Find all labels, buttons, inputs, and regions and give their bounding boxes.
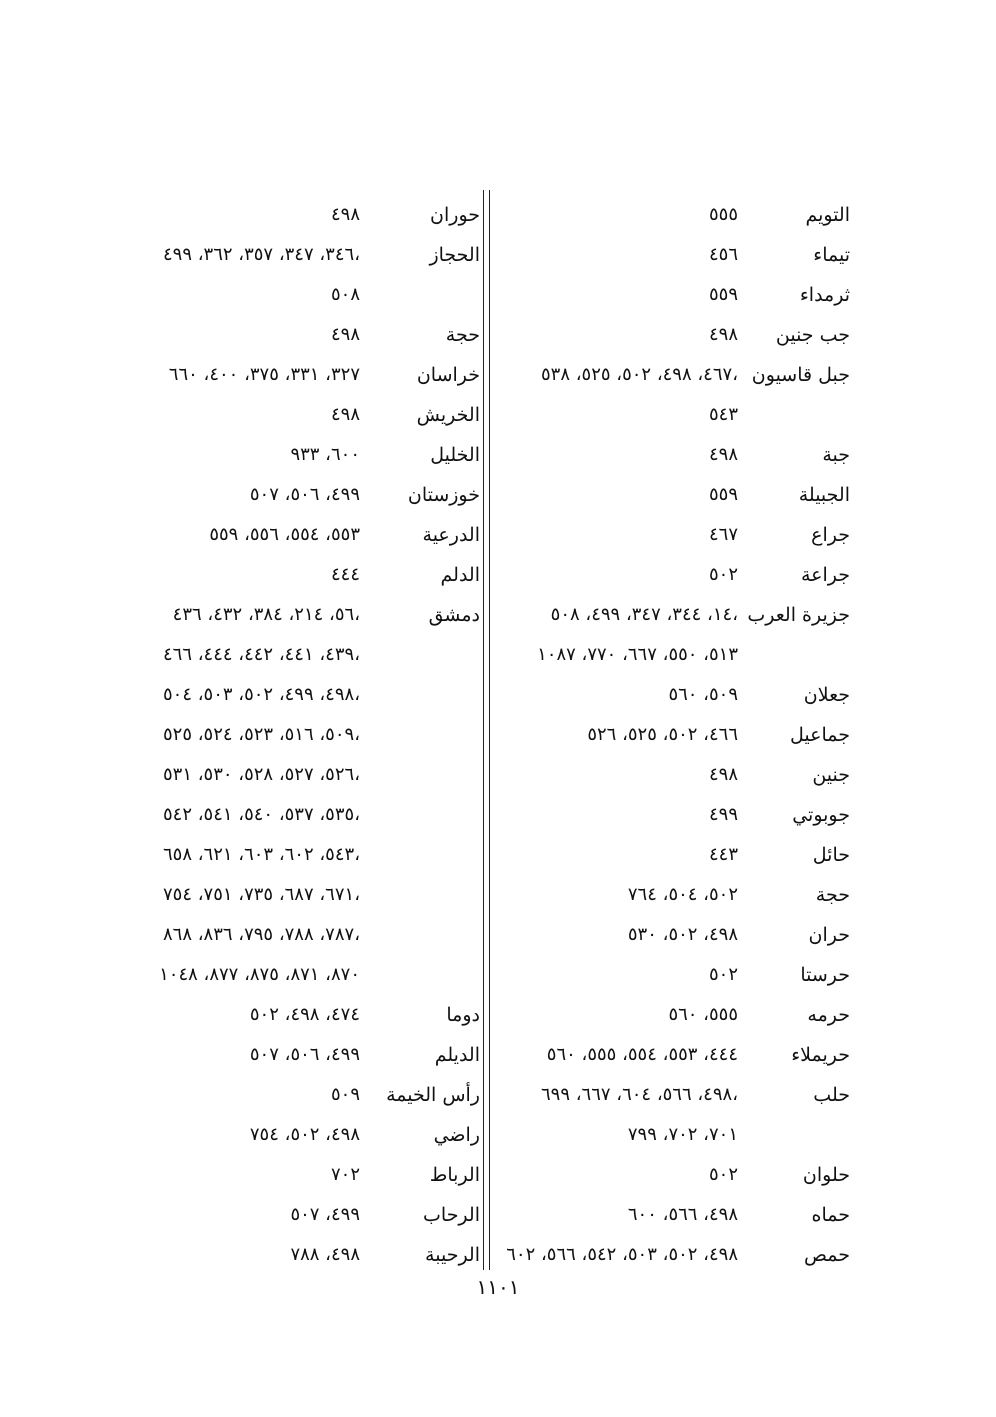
place-name: رأس الخيمة — [386, 1084, 480, 1106]
page-references: ٤٩٨، ٥٦٦، ٦٠٤، ٦٦٧، ٦٩٩، — [540, 1084, 738, 1105]
index-entry — [500, 718, 850, 758]
index-entry — [112, 798, 484, 838]
place-name: الرحاب — [423, 1204, 480, 1226]
page-references: ٤٩٩ — [708, 804, 738, 825]
index-entry — [112, 558, 484, 598]
index-entry — [500, 838, 850, 878]
page-references: ٥٠٨ — [330, 284, 360, 305]
place-name: الخريش — [416, 404, 480, 426]
index-entry — [500, 478, 850, 518]
place-name: راضي — [433, 1124, 480, 1146]
place-name: الحجاز — [429, 244, 480, 266]
page-references: ٤٥٦ — [708, 244, 738, 265]
index-column-left — [112, 198, 484, 1278]
place-name: جعلان — [803, 684, 850, 706]
index-entry — [500, 558, 850, 598]
index-entry — [112, 878, 484, 918]
place-name: الخليل — [430, 444, 480, 466]
page-number: ١١٠١ — [476, 1275, 520, 1299]
page-references: ٧٠١، ٧٠٢، ٧٩٩ — [627, 1124, 738, 1145]
index-entry — [112, 838, 484, 878]
place-name: حرستا — [800, 964, 850, 986]
place-name: حلب — [813, 1084, 850, 1106]
index-entry — [500, 798, 850, 838]
place-name: حمص — [803, 1244, 850, 1266]
place-name: ثرمداء — [799, 284, 850, 306]
page-references: ٤٩٨ — [330, 404, 360, 425]
place-name: جبة — [822, 444, 850, 466]
index-entry — [112, 638, 484, 678]
place-name: حلوان — [802, 1164, 850, 1186]
index-entry — [500, 1038, 850, 1078]
page-references: ٥٠٢ — [708, 964, 738, 985]
page-references: ٤٩٨، ٥٦٦، ٦٠٠ — [627, 1204, 738, 1225]
place-name: حرمه — [807, 1004, 850, 1026]
page-references: ٥٥٥، ٥٦٠ — [668, 1004, 738, 1025]
place-name: حريملاء — [791, 1044, 850, 1066]
index-entry — [500, 1078, 850, 1118]
place-name: الديلم — [434, 1044, 480, 1066]
place-name: خراسان — [416, 364, 480, 386]
place-name: الدرعية — [422, 524, 480, 546]
page-references: ٥٥٩ — [708, 484, 738, 505]
page-references: ٤٩٨ — [330, 324, 360, 345]
page-references: ٤٦٧ — [708, 524, 738, 545]
index-entry — [112, 518, 484, 558]
index-entry — [112, 358, 484, 398]
column-divider — [483, 190, 490, 1270]
index-entry — [112, 198, 484, 238]
page-references: ٥٠٢ — [708, 1164, 738, 1185]
page-references: ٤٩٨ — [708, 324, 738, 345]
place-name: حماه — [811, 1204, 850, 1226]
page-references: ١٤، ٣٤٤، ٣٤٧، ٤٩٩، ٥٠٨، — [550, 604, 738, 625]
page-references: ٧٠٢ — [330, 1164, 360, 1185]
index-entry — [500, 1118, 850, 1158]
page-references: ٤٧٤، ٤٩٨، ٥٠٢ — [249, 1004, 360, 1025]
index-entry — [112, 478, 484, 518]
index-entry — [112, 718, 484, 758]
page-references: ٤٩٨، ٥٠٢، ٧٥٤ — [249, 1124, 360, 1145]
index-entry — [500, 518, 850, 558]
page-references: ٤٤٤ — [330, 564, 360, 585]
index-entry — [500, 1198, 850, 1238]
page-references: ٣٤٦، ٣٤٧، ٣٥٧، ٣٦٢، ٤٩٩، — [162, 244, 360, 265]
place-name: جبل قاسيون — [751, 364, 850, 386]
index-entry — [112, 918, 484, 958]
index-entry — [500, 678, 850, 718]
index-entry — [112, 398, 484, 438]
index-entry — [500, 1158, 850, 1198]
page-references: ٥٥٥ — [708, 204, 738, 225]
place-name: التويم — [805, 204, 850, 226]
index-entry — [500, 278, 850, 318]
index-entry — [112, 438, 484, 478]
page-references: ٥٣٥، ٥٣٧، ٥٤٠، ٥٤١، ٥٤٢، — [162, 804, 360, 825]
page-references: ٥٥٩ — [708, 284, 738, 305]
page-references: ٤٤٤، ٥٥٣، ٥٥٤، ٥٥٥، ٥٦٠ — [546, 1044, 738, 1065]
page-references: ٤٦٦، ٥٠٢، ٥٢٥، ٥٢٦ — [587, 724, 738, 745]
page-references: ٣٢٧، ٣٣١، ٣٧٥، ٤٠٠، ٦٦٠ — [168, 364, 360, 385]
index-entry — [500, 918, 850, 958]
place-name: جنين — [812, 764, 850, 786]
page-references: ٤٣٩، ٤٤١، ٤٤٢، ٤٤٤، ٤٦٦، — [162, 644, 360, 665]
page-references: ٥٢٦، ٥٢٧، ٥٢٨، ٥٣٠، ٥٣١، — [162, 764, 360, 785]
page-references: ٧٨٧، ٧٨٨، ٧٩٥، ٨٣٦، ٨٦٨، — [162, 924, 360, 945]
page-references: ٥٤٣ — [708, 404, 738, 425]
page-references: ٥٦، ٢١٤، ٣٨٤، ٤٣٢، ٤٣٦، — [172, 604, 360, 625]
index-entry — [112, 1078, 484, 1118]
index-entry — [500, 1238, 850, 1278]
index-entry — [500, 878, 850, 918]
page-references: ٤٩٨، ٤٩٩، ٥٠٢، ٥٠٣، ٥٠٤، — [162, 684, 360, 705]
index-entry — [112, 318, 484, 358]
index-entry — [500, 958, 850, 998]
place-name: جزيرة العرب — [747, 604, 850, 626]
place-name: حجة — [815, 884, 850, 906]
page-references: ٨٧٠، ٨٧١، ٨٧٥، ٨٧٧، ١٠٤٨ — [159, 964, 360, 985]
index-entry — [112, 1198, 484, 1238]
page-references: ٤٩٨ — [708, 444, 738, 465]
index-entry — [500, 398, 850, 438]
index-entry — [112, 598, 484, 638]
index-entry — [112, 238, 484, 278]
index-entry — [112, 1238, 484, 1278]
page-references: ٤٩٨، ٥٠٢، ٥٣٠ — [627, 924, 738, 945]
index-entry — [112, 758, 484, 798]
page-references: ٤٩٩، ٥٠٧ — [290, 1204, 360, 1225]
index-entry — [112, 278, 484, 318]
page-references: ٤٦٧، ٤٩٨، ٥٠٢، ٥٢٥، ٥٣٨، — [540, 364, 738, 385]
index-entry — [112, 1118, 484, 1158]
page-references: ٥١٣، ٥٥٠، ٦٦٧، ٧٧٠، ١٠٨٧ — [537, 644, 738, 665]
index-entry — [500, 318, 850, 358]
place-name: جراعة — [800, 564, 850, 586]
place-name: حوران — [430, 204, 480, 226]
index-entry — [500, 998, 850, 1038]
index-entry — [500, 598, 850, 638]
index-entry — [500, 358, 850, 398]
page-references: ٦٧١، ٦٨٧، ٧٣٥، ٧٥١، ٧٥٤، — [162, 884, 360, 905]
place-name: الجبيلة — [798, 484, 850, 506]
page-references: ٤٩٩، ٥٠٦، ٥٠٧ — [249, 1044, 360, 1065]
page-references: ٤٩٨ — [330, 204, 360, 225]
place-name: جراع — [811, 524, 850, 546]
index-entry — [500, 638, 850, 678]
page-references: ٥٠٩، ٥١٦، ٥٢٣، ٥٢٤، ٥٢٥، — [162, 724, 360, 745]
page-references: ٤٩٨ — [708, 764, 738, 785]
page-references: ٥٠٩، ٥٦٠ — [668, 684, 738, 705]
place-name: حجة — [445, 324, 480, 346]
page-references: ٥٠٩ — [330, 1084, 360, 1105]
index-entry — [112, 998, 484, 1038]
page-references: ٥٠٢ — [708, 564, 738, 585]
index-entry — [500, 198, 850, 238]
place-name: الرباط — [429, 1164, 480, 1186]
index-entry — [112, 1158, 484, 1198]
index-entry — [500, 238, 850, 278]
page-references: ٦٠٠، ٩٣٣ — [290, 444, 360, 465]
page-references: ٥٠٢، ٥٠٤، ٧٦٤ — [627, 884, 738, 905]
place-name: الدلم — [440, 564, 480, 586]
index-entry — [500, 438, 850, 478]
place-name: جب جنين — [775, 324, 850, 346]
page-references: ٥٥٣، ٥٥٤، ٥٥٦، ٥٥٩ — [209, 524, 360, 545]
page-references: ٤٩٨، ٥٠٢، ٥٠٣، ٥٤٢، ٥٦٦، ٦٠٢ — [506, 1244, 738, 1265]
place-name: دوما — [446, 1004, 480, 1026]
index-entry — [112, 1038, 484, 1078]
page-references: ٤٩٨، ٧٨٨ — [290, 1244, 360, 1265]
page-references: ٤٩٩، ٥٠٦، ٥٠٧ — [249, 484, 360, 505]
place-name: جماعيل — [790, 724, 850, 746]
place-name: الرحيبة — [425, 1244, 480, 1266]
place-name: حران — [808, 924, 850, 946]
page-references: ٥٤٣، ٦٠٢، ٦٠٣، ٦٢١، ٦٥٨، — [162, 844, 360, 865]
index-column-right — [500, 198, 850, 1278]
index-entry — [112, 958, 484, 998]
index-entry — [112, 678, 484, 718]
page-references: ٤٤٣ — [708, 844, 738, 865]
place-name: دمشق — [428, 604, 480, 626]
place-name: حائل — [812, 844, 850, 866]
place-name: تيماء — [813, 244, 850, 266]
index-entry — [500, 758, 850, 798]
place-name: خوزستان — [407, 484, 480, 506]
place-name: جوبوتي — [792, 804, 850, 826]
